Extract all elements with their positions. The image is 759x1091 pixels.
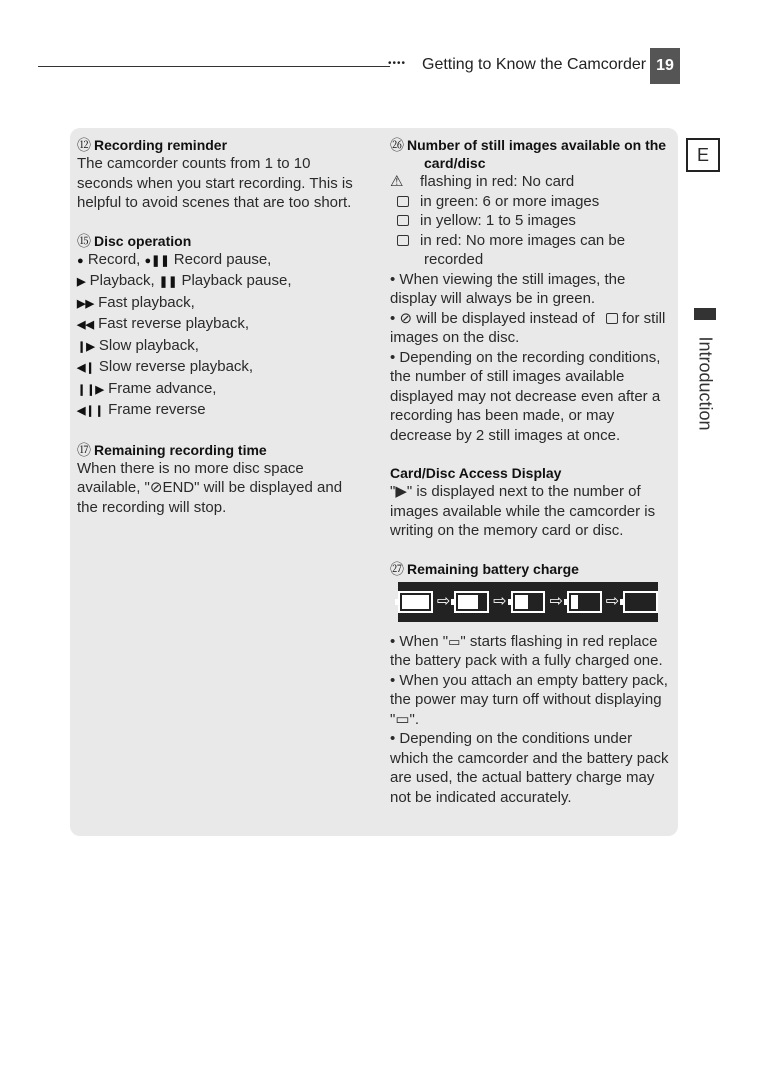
text-segment: for still images on the disc. [390,309,666,346]
item-number: ㉗ [390,560,404,577]
record-pause-icon: ●❚❚ [144,254,170,267]
chapter-title: Getting to Know the Camcorder [422,56,647,73]
disc-op-line-playback [77,271,367,293]
no-card-icon [390,172,420,192]
still-state-red [390,231,672,270]
text-segment: will be displayed instead of [416,309,595,327]
battery-note-empty: • When you attach an empty battery pack, the power may turn off without displaying "▭". [390,671,668,728]
disc-op-line-record [77,250,367,272]
disc-op-line [77,293,367,315]
header-rule [38,66,390,67]
battery-icon [623,591,658,613]
still-images-heading-cont: card/disc [424,155,486,171]
disc-op-label: Playback, [89,272,155,289]
card-icon [606,313,618,324]
arrow-icon: ⇨ [605,592,620,610]
disc-op-line [77,314,367,336]
still-state-no-card [390,172,672,192]
disc-op-label: Frame reverse [108,401,206,418]
frame-advance-icon: ❙❙▶ [77,383,104,396]
heading-text: Recording reminder [94,137,228,153]
play-icon: ▶ [77,276,86,288]
disc-op-line [77,400,367,422]
access-display-heading: Card/Disc Access Display [390,465,562,481]
disc-op-label: Slow reverse playback, [98,358,254,375]
heading-text: Number of still images available on the [407,137,667,153]
state-text: flashing in red: No card [420,173,575,190]
arrow-icon: ⇨ [549,592,563,610]
section-marker [694,308,716,320]
recording-reminder-text: The camcorder counts from 1 to 10 seconds when you start recording. This is helpful to avoid scenes that are too short. [77,155,353,211]
heading-text: Remaining battery charge [407,560,579,577]
fast-reverse-icon: ◀◀ [77,319,94,331]
still-note-green: • When viewing the still images, the display will always be in green. [390,270,626,307]
frame-reverse-icon: ◀❙❙ [77,405,104,417]
still-images-heading [390,136,672,154]
battery-empty-icon: ▭ [448,633,461,649]
page-number: 19 [650,48,680,84]
disc-icon: ⊘ [399,309,413,327]
remaining-time-text [77,459,367,518]
battery-heading [390,560,672,578]
fast-forward-icon: ▶▶ [77,297,94,310]
heading-text: Disc operation [94,232,192,249]
bullet: • [390,309,396,327]
still-state-green [390,192,672,212]
disc-op-label: Frame advance, [108,379,217,397]
card-icon [390,231,420,251]
access-display-text: "▶" is displayed next to the number of images available while the camcorder is writing on the memory card or disc. [390,483,656,539]
text-segment: • When " [390,632,449,650]
language-badge: E [686,138,720,172]
battery-icon [454,591,489,613]
card-icon [390,211,420,231]
disc-op-label: Record pause, [173,250,272,268]
heading-text: Remaining recording time [94,441,267,458]
battery-icon [567,591,602,613]
arrow-icon: ⇨ [436,592,451,610]
state-text: in yellow: 1 to 5 images [420,212,576,229]
disc-op-label: Fast reverse playback, [98,315,249,332]
no-card-symbol: ⚠ [390,173,404,190]
still-state-yellow [390,211,672,231]
item-number: ㉖ [390,137,404,153]
battery-icon [511,591,546,613]
arrow-icon: ⇨ [493,592,507,610]
disc-op-line [77,357,367,379]
section-tab [688,328,722,438]
item-number: ⑰ [77,441,91,458]
battery-note-replace [390,632,672,671]
slow-reverse-icon: ◀❙ [77,362,95,374]
disc-operation-heading [77,232,367,250]
text-segment: END" will be displayed and the recording will stop. [77,479,343,516]
disc-op-label: Record, [87,250,141,268]
disc-op-line [77,379,367,401]
pause-icon: ❚❚ [158,276,178,288]
record-icon: ● [77,254,84,267]
battery-level-strip [398,582,658,622]
battery-icon [398,591,433,613]
battery-note-accuracy: • Depending on the conditions under which the camcorder and the battery pack are used, the actual battery charge may not be indicated accurately. [390,730,669,806]
still-note-conditions: • Depending on the recording conditions, the number of still images available displayed may not decrease even after a recording has been made, or may decrease by 2 still images at once. [390,348,661,444]
item-number: ⑫ [77,137,91,153]
disc-op-label: Playback pause, [181,272,292,289]
card-icon [390,192,420,212]
recording-reminder-heading [77,136,367,154]
state-text: in red: No more images can be recorded [420,231,626,268]
disc-op-line [77,336,367,358]
still-note-disc [390,309,672,348]
text-segment: " starts flashing in red replace the battery pack with a fully charged one. [390,632,663,669]
slow-play-icon: ❙▶ [77,340,95,353]
header-dots: •••• [388,58,407,69]
disc-op-label: Fast playback, [98,293,195,311]
section-label: Introduction [695,335,716,431]
state-text: in green: 6 or more images [420,192,600,210]
right-column [390,136,672,807]
item-number: ⑮ [77,232,91,249]
disc-op-label: Slow playback, [98,336,199,354]
remaining-time-heading [77,441,367,459]
left-column [77,136,367,517]
disc-icon: ⊘ [149,479,163,496]
text-segment: When there is no more disc space available, " [77,459,304,496]
